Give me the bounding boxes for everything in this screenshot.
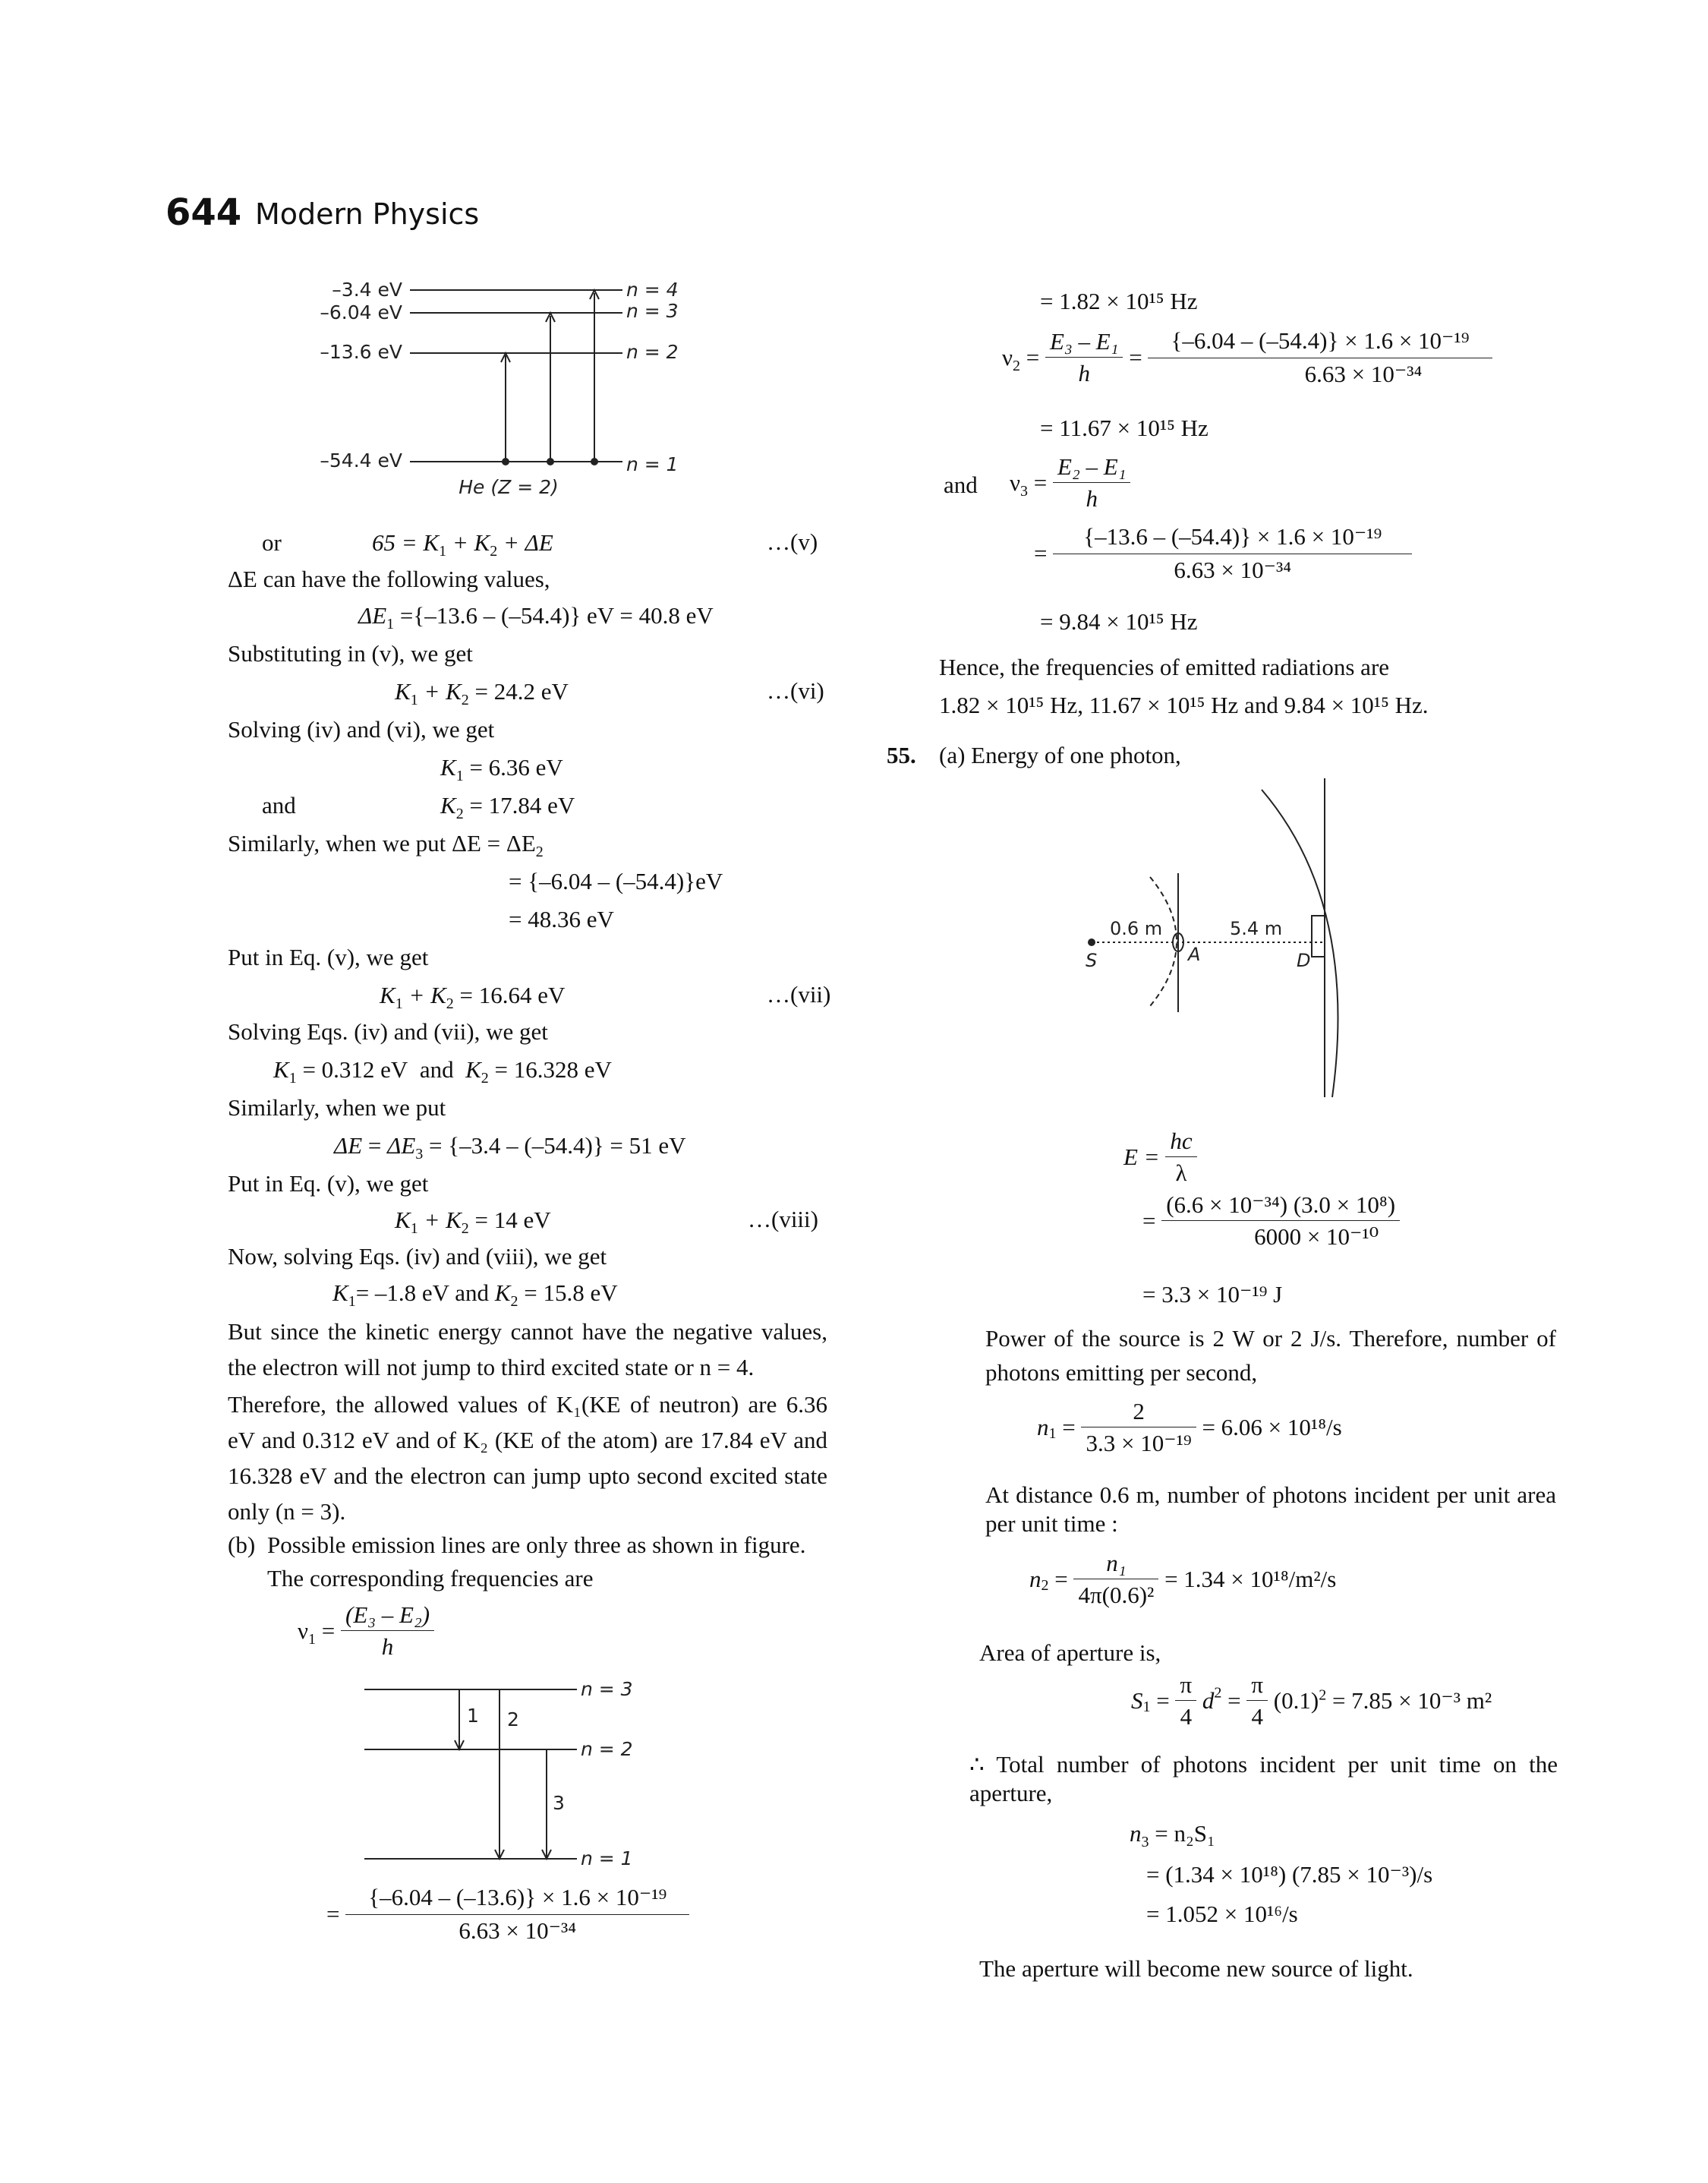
nu3-expression: = $\frac{\text{\{–13.6 – (–54.4)\} × 1.6 × 10⁻¹⁹}}{\text{6.63 × 10⁻³⁴}}$ <box>1034 522 1412 584</box>
level-n: n = 2 <box>626 341 679 363</box>
k1-value-a: $K_1 = 6.36$ eV <box>440 754 563 785</box>
page-number: 644 <box>165 191 242 234</box>
similarly-put-2: Similarly, when we put <box>228 1094 446 1121</box>
level-n: n = 2 <box>581 1738 633 1760</box>
nu2-result: = 11.67 × 10¹⁵ Hz <box>1040 415 1209 441</box>
equation-v: $65 = K_1 + K_2 + \Delta E$ <box>372 529 553 560</box>
source-point <box>1088 939 1095 946</box>
level-energy: –54.4 eV <box>320 450 402 472</box>
emission-lines-diagram <box>357 1674 676 1872</box>
point-label: A <box>1188 944 1201 965</box>
level-n: n = 3 <box>581 1678 633 1700</box>
screen-arc <box>1262 790 1338 1097</box>
line-label: 2 <box>507 1708 519 1730</box>
delta-values-text: ΔE can have the following values, <box>228 566 550 592</box>
equation-vii: $K_1 + K_2 = 16.64$ eV <box>380 982 566 1013</box>
hence-text: Hence, the frequencies of emitted radiations are <box>939 654 1390 680</box>
detector <box>1312 916 1325 957</box>
q55-number: 55. <box>887 742 916 768</box>
total-text: ∴ Total number of photons incident per unit time on the aperture, <box>969 1751 1558 1806</box>
delta-e2-expr: = {–6.04 – (–54.4)}eV <box>509 868 723 894</box>
n2-formula: $n_2$ = $\frac{\text{n₁}}{\text{4π(0.6)²}}$ = 1.34 × 10¹⁸/m²/s <box>1029 1550 1337 1609</box>
k-values-c: $K_1= -1.8$ eV and $K_2 = 15.8$ eV <box>332 1279 618 1311</box>
area-text: Area of aperture is, <box>979 1639 1161 1666</box>
eq-v-prefix: or <box>262 529 282 556</box>
level-energy: –13.6 eV <box>320 341 402 363</box>
level-energy: –6.04 eV <box>320 301 402 323</box>
aperture-diagram <box>1063 778 1366 1112</box>
part-b-text2: The corresponding frequencies are <box>267 1565 594 1592</box>
k2-value-a: $K_2 = 17.84$ eV <box>440 792 575 823</box>
n3-line3: = 1.052 × 10¹⁶/s <box>1146 1901 1298 1927</box>
level-n: n = 1 <box>626 453 679 475</box>
distance-label: 0.6 m <box>1110 918 1163 939</box>
para-allowed: Therefore, the allowed values of K₁(KE of neutron) are 6.36 eV and 0.312 eV and of K₂ (KE of the atom) are 17.84 eV and 16.328 eV and the electron can jump upto second excited state only (n = 3). <box>228 1391 827 1525</box>
nu3-result: = 9.84 × 10¹⁵ Hz <box>1040 608 1198 635</box>
solving-iv-vi: Solving (iv) and (vi), we get <box>228 716 495 743</box>
eq-no-v: …(v) <box>767 528 818 555</box>
conclusion: The aperture will become new source of light. <box>979 1955 1413 1982</box>
power-text: Power of the source is 2 W or 2 J/s. Therefore, number of photons emitting per second, <box>985 1325 1556 1386</box>
put-eq-v-1: Put in Eq. (v), we get <box>228 944 429 970</box>
level-n: n = 3 <box>626 300 679 322</box>
solving-iv-viii: Now, solving Eqs. (iv) and (viii), we get <box>228 1243 607 1270</box>
distance-label: 5.4 m <box>1230 918 1283 939</box>
delta-e1: $\Delta E_1 =\{-13.6 - (-54.4)\}$ eV = 40.8 eV <box>358 602 714 633</box>
put-eq-v-2: Put in Eq. (v), we get <box>228 1170 429 1197</box>
nu1-expression: = $\frac{\text{\{–6.04 – (–13.6)\} × 1.6 × 10⁻¹⁹}}{\text{6.63 × 10⁻³⁴}}$ <box>326 1883 689 1945</box>
and-label: and <box>262 792 296 819</box>
nu3-formula: $\nu_3$ = $\frac{\text{E₂ – E₁}}{h}$ <box>1010 453 1130 513</box>
part-b-text: Possible emission lines are only three as shown in figure. <box>267 1532 806 1558</box>
and-label-right: and <box>944 472 978 498</box>
point-label: D <box>1297 950 1311 971</box>
eq-no-viii: …(viii) <box>748 1206 818 1232</box>
photon-energy-formula: E = $\frac{hc}{\lambda}$ <box>1123 1127 1197 1187</box>
part-b-label: (b) <box>228 1532 256 1558</box>
line-label: 3 <box>553 1792 565 1814</box>
solving-iv-vii: Solving Eqs. (iv) and (vii), we get <box>228 1018 548 1045</box>
q55-text: (a) Energy of one photon, <box>939 742 1181 768</box>
para-negative: But since the kinetic energy cannot have the negative values, the electron will not jump to third excited state or n = 4. <box>228 1318 827 1380</box>
photon-energy-result: = 3.3 × 10⁻¹⁹ J <box>1142 1281 1283 1308</box>
level-n: n = 4 <box>626 279 679 301</box>
delta-e2-val: = 48.36 eV <box>509 906 614 932</box>
level-energy: –3.4 eV <box>332 279 402 301</box>
eq-no-vi: …(vi) <box>767 677 824 704</box>
diagram-caption: He (Z = 2) <box>459 476 559 498</box>
similarly-put: Similarly, when we put $\Delta E = \Delta E_2$ <box>228 830 544 861</box>
energy-level-diagram <box>304 273 729 516</box>
equation-vi: $K_1 + K_2 = 24.2$ eV <box>395 678 569 709</box>
nu1-formula: $\nu_1$ = $\frac{\text{(E₃ – E₂)}}{h}$ <box>298 1601 434 1661</box>
level-n: n = 1 <box>581 1847 633 1869</box>
n3-line1: $n_3 = n_2S_1$ <box>1130 1820 1215 1851</box>
delta-e3: $\Delta E = \Delta E_3 = \{-3.4 - (-54.4)\} = 51$ eV <box>334 1132 686 1163</box>
photon-energy-expr: = $\frac{\text{(6.6 × 10⁻³⁴) (3.0 × 10⁸)}}{\text{6000 × 10⁻¹⁰}}$ <box>1142 1191 1400 1251</box>
nu2-formula: $\nu_2$ = $\frac{\text{E₃ – E₁}}{h}$ = $\frac{\text{\{–6.04 – (–54.4)\} × 1.6 × 10⁻¹⁹}}{\text{6.63 × 10⁻³⁴}}$ <box>1002 327 1492 388</box>
chapter-title: Modern Physics <box>255 197 480 231</box>
s1-formula: $S_1$ = $\frac{\pi}{4}$ $d^2$ = $\frac{\pi}{4}$ $(0.1)^2 = 7.85 \times 10^{-3}$ m² <box>1131 1671 1492 1730</box>
freq-list: 1.82 × 10¹⁵ Hz, 11.67 × 10¹⁵ Hz and 9.84 × 10¹⁵ Hz. <box>939 692 1429 718</box>
point-label: S <box>1086 950 1098 971</box>
n3-line2: = (1.34 × 10¹⁸) (7.85 × 10⁻³)/s <box>1146 1861 1433 1888</box>
eq-no-vii: …(vii) <box>767 981 831 1008</box>
distance-text: At distance 0.6 m, number of photons incident per unit area per unit time : <box>985 1481 1556 1537</box>
line-label: 1 <box>467 1705 479 1727</box>
k-values-b: $K_1 = 0.312$ eV and $K_2 = 16.328$ eV <box>273 1056 612 1087</box>
equation-viii: $K_1 + K_2 = 14$ eV <box>395 1207 551 1238</box>
subst-text: Substituting in (v), we get <box>228 640 473 667</box>
n1-formula: $n_1$ = $\frac{2}{\text{3.3 × 10⁻¹⁹}}$ = 6.06 × 10¹⁸/s <box>1037 1398 1342 1457</box>
nu1-result: = 1.82 × 10¹⁵ Hz <box>1040 288 1198 314</box>
